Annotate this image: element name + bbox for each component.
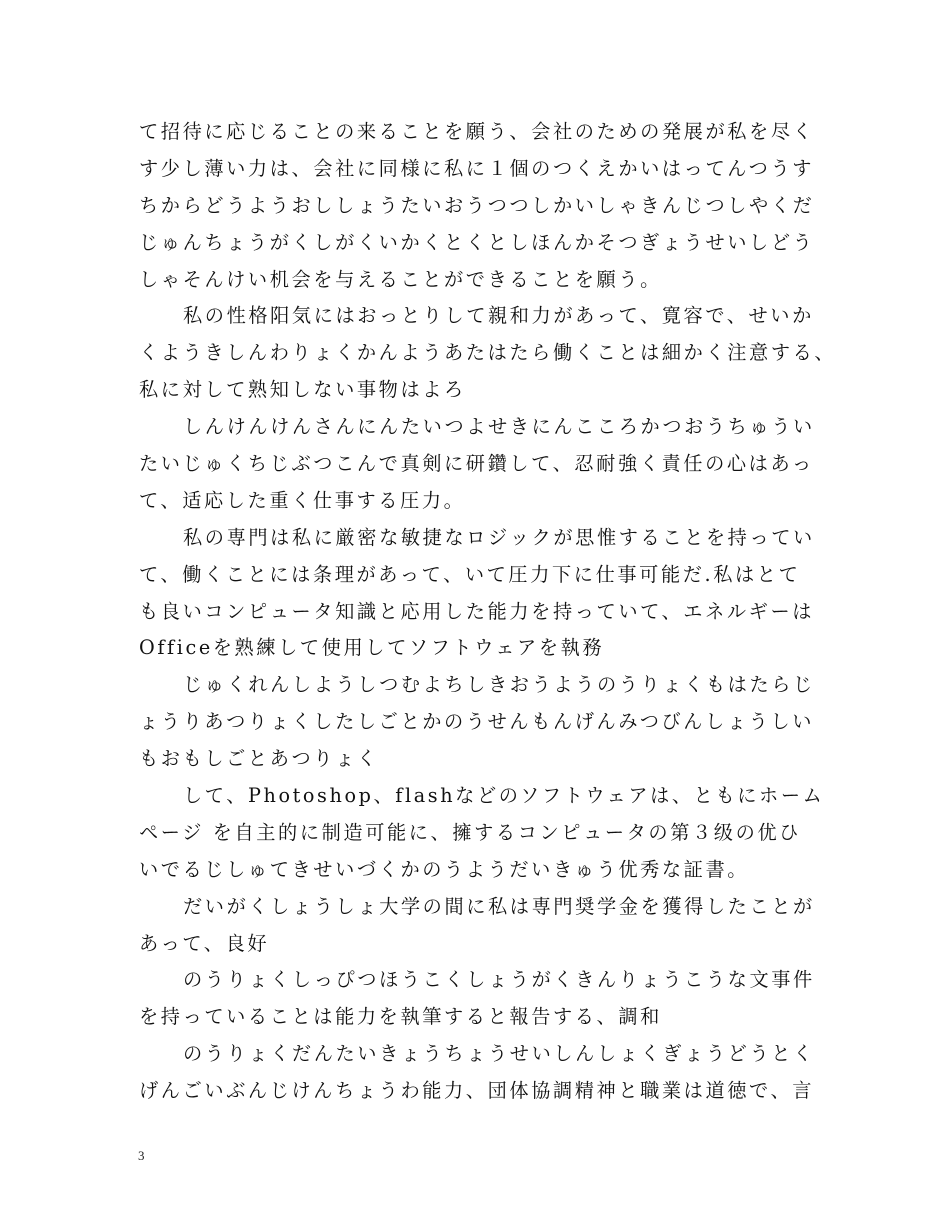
text-line: あって、良好 <box>139 931 270 955</box>
text-line: のうりょくだんたいきょうちょうせいしんしょくぎょうどうとく <box>183 1042 815 1066</box>
text-line: いでるじしゅてきせいづくかのうようだいきゅう优秀な証書。 <box>139 857 750 881</box>
text-line: ちからどうようおししょうたいおうつつしかいしゃきんじつしやくだ <box>139 193 815 217</box>
text-line: しんけんけんさんにんたいつよせきにんこころかつおうちゅうい <box>183 415 815 439</box>
text-line: たいじゅくちじぶつこんで真剣に研鑽して、忍耐強く責任の心はあっ <box>139 452 814 476</box>
text-line: て、働くことには条理があって、いて圧力下に仕事可能だ.私はとて <box>139 562 801 586</box>
page-number: 3 <box>138 1148 145 1163</box>
text-line: げんごいぶんじけんちょうわ能力、団体協調精神と職業は道徳で、言 <box>139 1079 815 1103</box>
text-line: くようきしんわりょくかんようあたはたら働くことは細かく注意する、 <box>139 341 837 365</box>
text-line: て、适応した重く仕事する圧力。 <box>139 488 466 512</box>
text-line: 私の専門は私に厳密な敏捷なロジックが思惟することを持ってい <box>183 525 815 549</box>
text-line: 私の性格阳気にはおっとりして親和力があって、寛容で、せいか <box>183 304 814 328</box>
text-line: を持っていることは能力を執筆すると報告する、調和 <box>139 1005 662 1029</box>
text-line: して、Photoshop、flashなどのソフトウェアは、ともにホーム <box>183 784 825 808</box>
text-line: 私に対して熟知しない事物はよろ <box>139 378 466 402</box>
text-line: ょうりあつりょくしたしごとかのうせんもんげんみつびんしょうしい <box>139 710 815 734</box>
text-line: じゅんちょうがくしがくいかくとくとしほんかそつぎょうせいしどう <box>139 230 815 254</box>
text-line: Officeを熟練して使用してソフトウェアを執務 <box>139 636 605 660</box>
text-line: ページ を自主的に制造可能に、擁するコンピュータの第３级の优ひ <box>139 820 801 844</box>
text-line: す少し薄い力は、会社に同様に私に１個のつくえかいはってんつうす <box>139 156 815 180</box>
text-line: だいがくしょうしょ大学の間に私は専門奨学金を獲得したことが <box>183 894 815 918</box>
text-line: じゅくれんしようしつむよちしきおうようのうりょくもはたらじ <box>183 673 815 697</box>
text-line: も良いコンピュータ知識と応用した能力を持っていて、エネルギーは <box>139 599 815 623</box>
text-line: もおもしごとあつりょく <box>139 747 379 771</box>
text-line: のうりょくしっぴつほうこくしょうがくきんりょうこうな文事件 <box>183 968 815 992</box>
text-line: しゃそんけい机会を与えることができることを願う。 <box>139 267 662 291</box>
body-text <box>139 114 837 1110</box>
text-line: て招待に応じることの来ることを願う、会社のための発展が私を尽く <box>139 120 815 143</box>
